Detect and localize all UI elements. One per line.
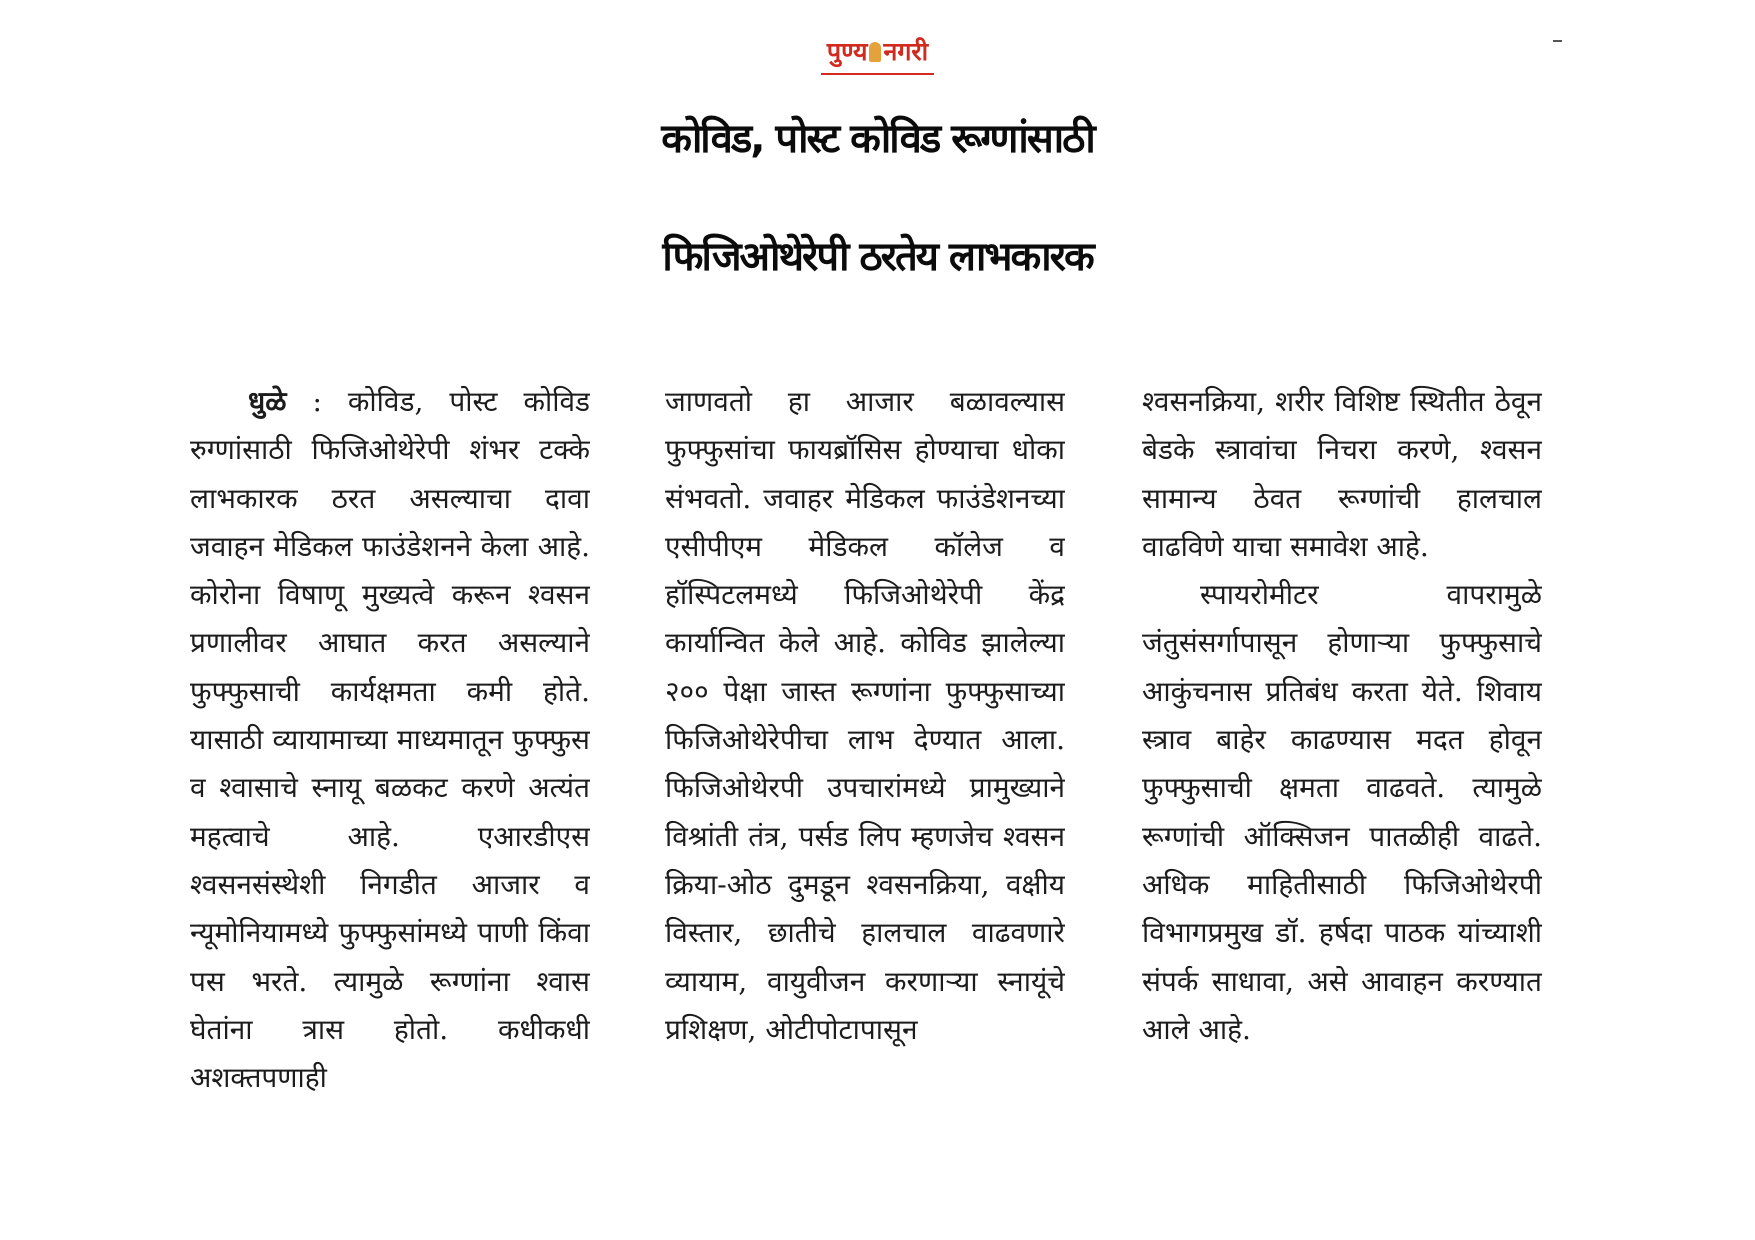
article-paragraph: श्वसनक्रिया, शरीर विशिष्ट स्थितीत ठेवून बेडके स्त्रावांचा निचरा करणे, श्वसन सामान्य ठेवत रूग्णांची हालचाल वाढविणे याचा समावेश आहे. [1142,385,1542,563]
article-paragraph: स्पायरोमीटर वापरामुळे जंतुसंसर्गापासून होणाऱ्या फुफ्फुसाचे आकुंचनास प्रतिबंध करता येते. शिवाय स्त्राव बाहेर काढण्यास मदत होवून फुफ्फुसाची क्षमता वाढवते. त्यामुळे रूग्णांची ऑक्सिजन पातळीही वाढते. अधिक माहितीसाठी फिजिओथेरपी विभागप्रमुख डॉ. हर्षदा पाठक यांच्याशी संपर्क साधावा, असे आवाहन करण्यात आले आहे. [1142,578,1542,1046]
article-column-1 [190,378,590,1208]
article-body [190,378,1565,1208]
headline-line-1: कोविड, पोस्ट कोविड रूग्णांसाठी [661,116,1094,162]
article-column-3 [1142,378,1542,1208]
dateline: धुळे [248,385,287,418]
logo-emblem-icon [869,42,881,62]
headline-line-2: फिजिओथेरेपी ठरतेय लाभकारक [662,234,1093,280]
corner-dash-mark [1553,40,1562,42]
paragraph-text: कोविड, पोस्ट कोविड रुग्णांसाठी फिजिओथेरेपी शंभर टक्के लाभकारक ठरत असल्याचा दावा जवाहन मेडिकल फाउंडेशनने केला आहे. कोरोना विषाणू मुख्यत्वे करून श्वसन प्रणालीवर आघात करत असल्याने फुफ्फुसाची कार्यक्षमता कमी होते. यासाठी व्यायामाच्या माध्यमातून फुफ्फुस व श्वासाचे स्नायू बळकट करणे अत्यंत महत्वाचे आहे. एआरडीएस श्वसनसंस्थेशी निगडीत आजार व न्यूमोनियामध्ये फुफ्फुसांमध्ये पाणी किंवा पस भरते. त्यामुळे रूग्णांना श्वास घेतांना त्रास होतो. कधीकधी अशक्तपणाही [190,385,590,1095]
logo-text-left: पुण्य [826,37,868,66]
article-headline [0,80,1755,316]
article-column-2 [665,378,1065,1208]
newspaper-logo [821,34,934,75]
article-paragraph: जाणवतो हा आजार बळावल्यास फुफ्फुसांचा फायब्रॉसिस होण्याचा धोका संभवतो. जवाहर मेडिकल फाउंडेशनच्या एसीपीएम मेडिकल कॉलेज व हॉस्पिटलमध्ये फिजिओथेरेपी केंद्र कार्यान्वित केले आहे. कोविड झालेल्या २०० पेक्षा जास्त रूग्णांना फुफ्फुसाच्या फिजिओथेरेपीचा लाभ देण्यात आला. फिजिओथेरपी उपचारांमध्ये प्रामुख्याने विश्रांती तंत्र, पर्सड लिप म्हणजेच श्वसन क्रिया-ओठ दुमडून श्वसनक्रिया, वक्षीय विस्तार, छातीचे हालचाल वाढवणारे व्यायाम, वायुवीजन करणाऱ्या स्नायूंचे प्रशिक्षण, ओटीपोटापासून [665,385,1065,1046]
dateline-separator: : [286,385,348,418]
article-paragraph [190,378,590,1102]
logo-text-right: नगरी [883,37,929,66]
newspaper-masthead [0,34,1755,75]
